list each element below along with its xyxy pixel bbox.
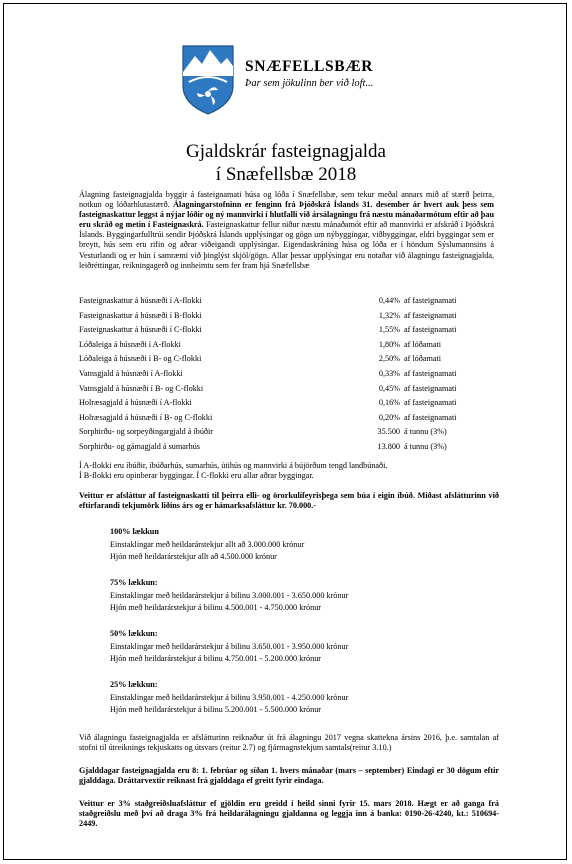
rate-label: Holræsagjald á húsnæði í B- og C-flokki <box>79 412 213 422</box>
rate-row <box>79 398 499 413</box>
snaefellsbaer-crest-icon <box>179 42 237 116</box>
tier-50 <box>110 628 470 666</box>
rate-value: 0,20% <box>378 412 400 422</box>
intro-text-bold: Álagningarstofninn er fenginn frá Þjóðskrá Íslands 31. desember ár hvert auk þess sem fasteignaskattur leggst á nýjar lóðir og ný mannvirki í hlutfalli við ársálagningu frá næstu mánaðarmótum eftir að þau eru skráð og metin í Fasteignaskrá. <box>79 200 494 230</box>
rate-unit: á tunnu (3%) <box>404 441 447 451</box>
tier-100 <box>110 526 470 564</box>
rate-label: Lóðaleiga á húsnæði í B- og C-flokki <box>79 354 202 364</box>
tier-25 <box>110 679 470 717</box>
rate-label: Lóðaleiga á húsnæði í A-flokki <box>79 339 181 349</box>
rate-unit: af fasteignamati <box>404 310 457 320</box>
rate-label: Fasteignaskattur á húsnæði í A-flokki <box>79 296 202 305</box>
tier-single: Einstaklingar með heildarárstekjur allt að 3.000.000 krónur <box>110 539 305 549</box>
rate-label: Vatnsgjald á húsnæði í A-flokki <box>79 368 183 378</box>
rate-unit: af fasteignamati <box>404 296 457 305</box>
rate-unit: af fasteignamati <box>404 398 457 408</box>
rate-row <box>79 354 499 369</box>
rate-value: 0,33% <box>378 368 400 378</box>
rate-label: Sorphirðu- og gámagjald á sumarhús <box>79 441 200 451</box>
tier-75 <box>110 577 470 615</box>
intro-text-3: Fasteignaskattur fellur niður næstu mánaðamót eftir að mannvirki er afskráð í Þjóðskrá Íslands. Byggingarfulltrúi sendir Þjóðskrá Íslands upplýsingar og gögn um nýbyggingar, viðbyggingar, eldri byggingar sem er breytt, hús sem eru rifin og aðrar viðeigandi upplýsingar. Eigendaskráning húsa og lóða er í höndum Sýslumannsins á Vesturlandi og er hún í samræmi við þinglýst skjöl/gögn. Allar þessar upplýsingar eru notaðar við álagningu fasteignagjalda, leiðréttingar, reikningagerð og innheimtu sem fer fram hjá Snæfellsbæ <box>79 220 494 270</box>
rate-unit: af lóðamati <box>404 339 442 349</box>
tier-couple: Hjón með heildarárstekjur á bilinu 5.200.001 - 5.500.000 krónur <box>110 705 322 714</box>
rate-row <box>79 384 499 399</box>
rate-label: Fasteignaskattur á húsnæði í C-flokki <box>79 325 202 335</box>
rate-value: 13.800 <box>377 441 400 451</box>
rate-value: 1,80% <box>378 339 400 349</box>
rate-row <box>79 369 499 384</box>
brand-slogan: Þar sem jökulinn ber við loft... <box>245 78 374 89</box>
tier-couple: Hjón með heildarárstekjur allt að 4.500.000 krónur <box>110 552 277 561</box>
class-definitions <box>79 461 499 481</box>
rate-label: Vatnsgjald á húsnæði í B- og C-flokki <box>79 383 204 393</box>
rate-row <box>79 340 499 355</box>
rate-value: 0,44% <box>378 296 400 305</box>
rate-value: 1,32% <box>378 310 400 320</box>
brand-name: SNÆFELLSBÆR <box>245 58 374 75</box>
tier-heading: 25% lækkun: <box>110 680 158 689</box>
rate-value: 0,16% <box>378 398 400 408</box>
rate-value: 2,50% <box>378 354 400 364</box>
rate-value: 0,45% <box>378 383 400 393</box>
tier-heading: 100% lækkun <box>110 527 159 536</box>
rate-unit: á tunnu (3%) <box>404 427 447 437</box>
rate-row <box>79 427 499 442</box>
page-title-line-1: Gjaldskrár fasteignagjalda <box>186 141 386 162</box>
class-bc-definition: Í B-flokki eru opinberar byggingar. Í C-flokki eru allar aðrar byggingar. <box>79 471 314 480</box>
due-dates: Gjalddagar fasteignagjalda eru 8: 1. febrúar og síðan 1. hvers mánaðar (mars – september) Eindagi er 30 dögum eftir gjalddaga. Dráttarvextir reiknast frá gjalddaga ef greitt fyrir eindaga. <box>79 766 499 786</box>
tier-single: Einstaklingar með heildarárstekjur á bilinu 3.950.001 - 4.250.000 krónur <box>110 692 349 702</box>
rate-row <box>79 442 499 457</box>
rate-unit: af fasteignamati <box>404 383 457 393</box>
tier-couple: Hjón með heildarárstekjur á bilinu 4.500.001 - 4.750.000 krónur <box>110 603 322 612</box>
intro-text-1: Álagning fasteignagjalda byggir á fasteignamati húsa og lóða í Snæfellsbæ, sem tekur meðal annars mið af stærð þeirra, notkun og lóðarhlutastærð. <box>79 190 494 210</box>
rates-table <box>79 296 499 457</box>
tier-heading: 50% lækkun: <box>110 629 158 638</box>
rate-unit: af fasteignamati <box>404 325 457 335</box>
rate-label: Fasteignaskattur á húsnæði í B-flokki <box>79 310 202 320</box>
rate-value: 1,55% <box>378 325 400 335</box>
page-title-line-2: í Snæfellsbæ 2018 <box>215 164 357 185</box>
rate-label: Sorphirðu- og sorpeyðingargjald á íbúðir <box>79 427 214 437</box>
tier-single: Einstaklingar með heildarárstekjur á bilinu 3.650.001 - 3.950.000 krónur <box>110 641 349 651</box>
tier-couple: Hjón með heildarárstekjur á bilinu 4.750.001 - 5.200.000 krónur <box>110 654 322 663</box>
rate-label: Holræsagjald á húsnæði í A-flokki <box>79 398 192 408</box>
rate-unit: af lóðamati <box>404 354 442 364</box>
rate-row <box>79 311 499 326</box>
rate-value: 35.500 <box>377 427 400 437</box>
calculation-note: Við álagningu fasteignagjalda er afslátturinn reiknaður út frá álagningu 2017 vegna skattekna ársins 2016, þ.e. samtalan af stofni til útreiknings tekjuskatts og útsvars (reitur 2.7) og fjármagnstekjum samtals(reitur 3.10.) <box>79 733 499 753</box>
rate-unit: af fasteignamati <box>404 368 457 378</box>
tier-single: Einstaklingar með heildarárstekjur á bilinu 3.000.001 - 3.650.000 krónur <box>110 590 349 600</box>
rate-row <box>79 296 499 311</box>
early-payment-discount: Veittur er 3% staðgreiðsluafsláttur ef gjöldin eru greidd í heild sinni fyrir 15. mars 2018. Hægt er að ganga frá staðgreiðslu með því að draga 3% frá heildarálagningu gjaldanna og leggja inn á banka: 0190-26-4240, kt.: 510694-2449. <box>79 799 499 829</box>
intro-paragraph <box>79 190 494 271</box>
tier-heading: 75% lækkun: <box>110 578 158 587</box>
relief-paragraph: Veittur er afsláttur af fasteignaskatti til þeirra elli- og örorkulífeyrisþega sem búa í eigin íbúð. Miðast afslátturinn við eftirfarandi tekjumörk liðins árs og er hámarksafsláttur kr. 70.000.- <box>79 491 499 511</box>
rate-unit: af fasteignamati <box>404 412 457 422</box>
rate-row <box>79 325 499 340</box>
class-a-definition: Í A-flokki eru íbúðir, íbúðarhús, sumarhús, útihús og mannvirki á bújörðum tengd landbúnaði. <box>79 461 388 470</box>
rate-row <box>79 413 499 428</box>
